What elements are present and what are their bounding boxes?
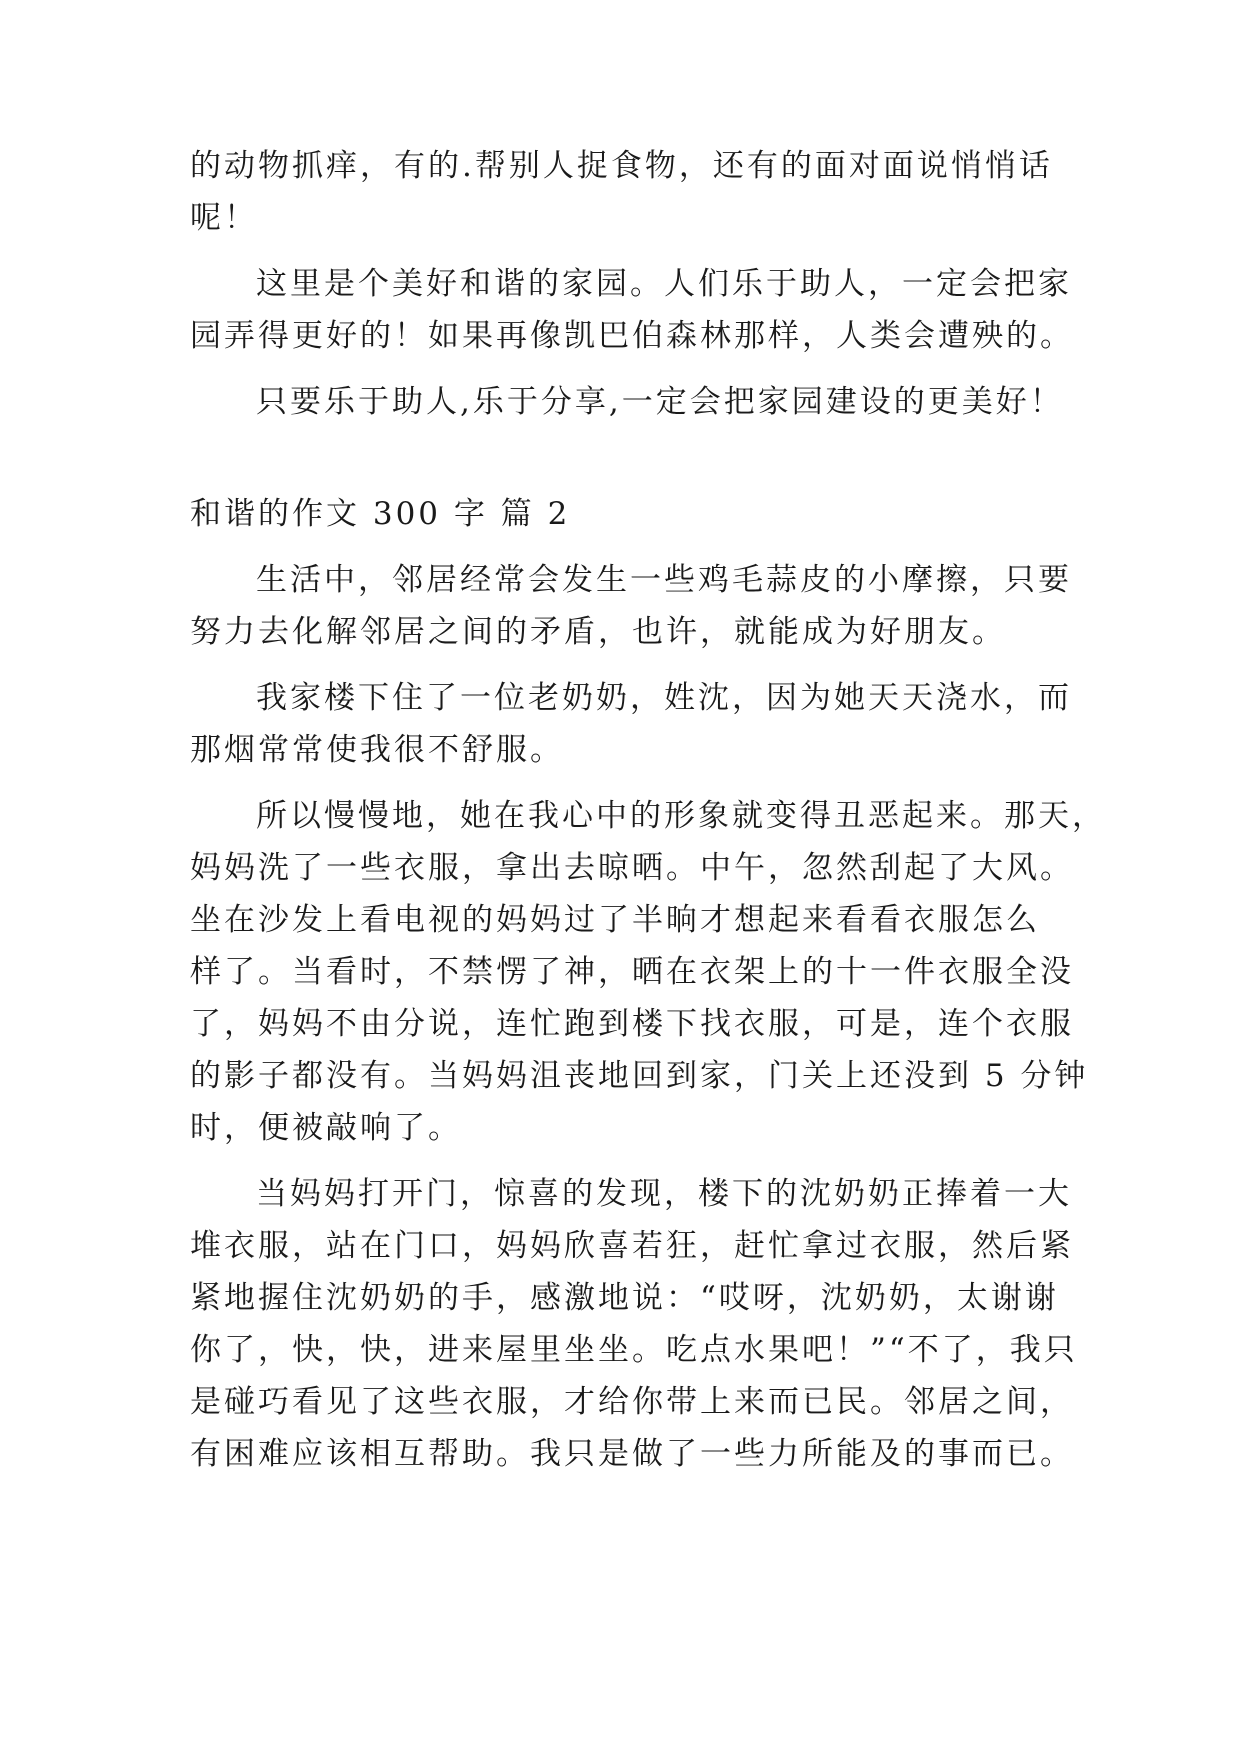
paragraph-harmony-home	[190, 258, 1074, 362]
text-line: 了，妈妈不由分说，连忙跑到楼下找衣服，可是，连个衣服	[190, 1006, 1074, 1042]
text-line: 有困难应该相互帮助。我只是做了一些力所能及的事而已。	[190, 1436, 1074, 1472]
document-body	[190, 140, 1106, 1480]
text-line: 所以慢慢地，她在我心中的形象就变得丑恶起来。那天，	[256, 798, 1106, 834]
text-line: 只要乐于助人,乐于分享,一定会把家园建设的更美好！	[256, 384, 1064, 420]
text-line: 的动物抓痒，有的.帮别人捉食物，还有的面对面说悄悄话	[190, 148, 1053, 184]
text-line: 呢！	[190, 200, 258, 236]
text-line: 当妈妈打开门，惊喜的发现，楼下的沈奶奶正捧着一大	[256, 1176, 1072, 1212]
text-line: 堆衣服，站在门口，妈妈欣喜若狂，赶忙拿过衣服，然后紧	[190, 1228, 1074, 1264]
text-line: 生活中，邻居经常会发生一些鸡毛蒜皮的小摩擦，只要	[256, 562, 1072, 598]
paragraph-conclusion	[190, 376, 1062, 428]
text-line: 妈妈洗了一些衣服，拿出去晾晒。中午，忽然刮起了大风。	[190, 850, 1074, 886]
text-line: 努力去化解邻居之间的矛盾，也许，就能成为好朋友。	[190, 614, 1006, 650]
section-title-text: 和谐的作文 300 字 篇 2	[190, 496, 571, 532]
paragraph-door	[190, 1168, 1078, 1480]
paragraph-continuation	[190, 140, 1062, 244]
text-line: 时，便被敲响了。	[190, 1110, 462, 1146]
text-line: 那烟常常使我很不舒服。	[190, 732, 564, 768]
text-line: 坐在沙发上看电视的妈妈过了半晌才想起来看看衣服怎么	[190, 902, 1040, 938]
text-line: 紧地握住沈奶奶的手，感激地说：“哎呀，沈奶奶，太谢谢	[190, 1280, 1059, 1316]
text-line: 这里是个美好和谐的家园。人们乐于助人，一定会把家	[256, 266, 1072, 302]
paragraph-intro	[190, 554, 1072, 658]
paragraph-neighbor	[190, 672, 1072, 776]
section-title	[190, 488, 1062, 540]
text-line: 样了。当看时，不禁愣了神，晒在衣架上的十一件衣服全没	[190, 954, 1074, 990]
text-line: 的影子都没有。当妈妈沮丧地回到家，门关上还没到 5 分钟	[190, 1058, 1089, 1094]
text-line: 你了，快，快，进来屋里坐坐。吃点水果吧！”“不了，我只	[190, 1332, 1078, 1368]
paragraph-clothes	[190, 790, 1106, 1154]
text-line: 是碰巧看见了这些衣服，才给你带上来而已民。邻居之间，	[190, 1384, 1074, 1420]
text-line: 园弄得更好的！如果再像凯巴伯森林那样，人类会遭殃的。	[190, 318, 1074, 354]
text-line: 我家楼下住了一位老奶奶，姓沈，因为她天天浇水，而	[256, 680, 1072, 716]
